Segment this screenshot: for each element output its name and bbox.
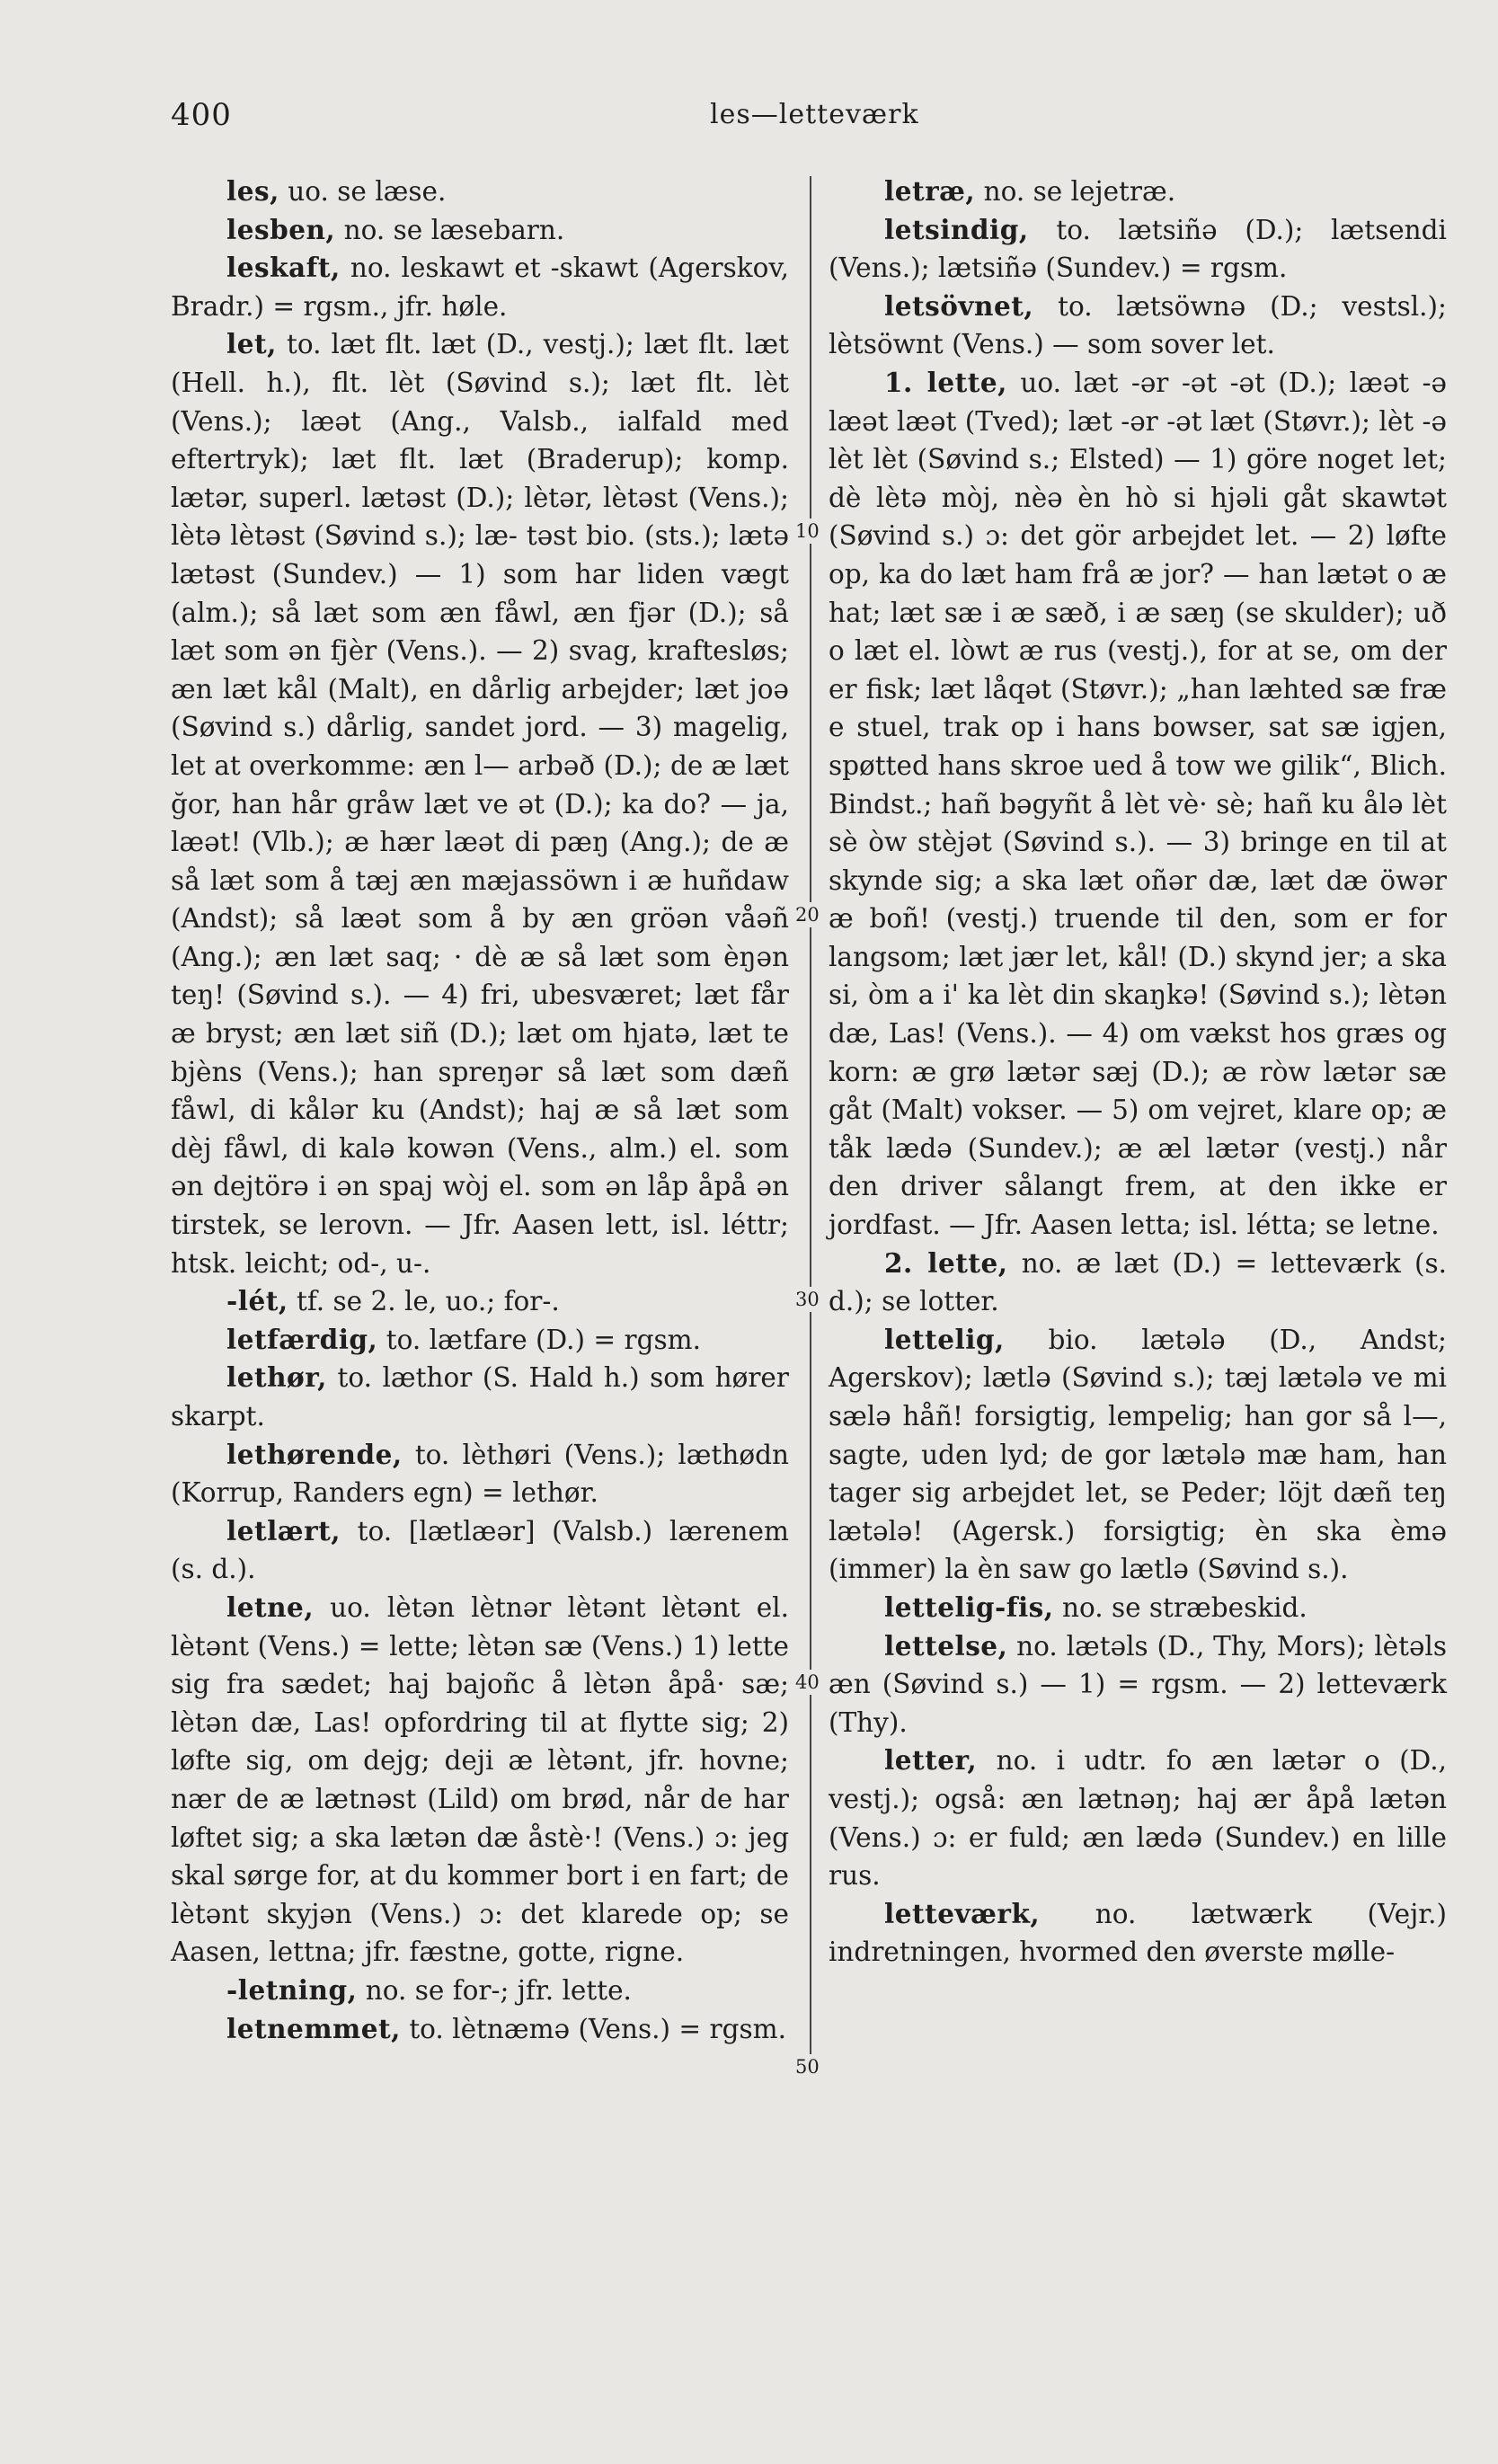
entry-definition: to. lætsiñə (D.); lætsendi (Vens.); lætsiñə (Sundev.) = rgsm. — [829, 214, 1447, 284]
entry-definition: no. lætəls (D., Thy, Mors); lètəls æn (Søvind s.) — 1) = rgsm. — 2) letteværk (Thy). — [829, 1630, 1447, 1738]
dictionary-entry — [829, 1627, 1447, 1742]
dictionary-entry — [171, 325, 789, 1282]
dictionary-entry — [171, 1589, 789, 1972]
entry-headword: letne, — [226, 1591, 315, 1623]
dictionary-entry — [829, 211, 1447, 288]
dictionary-entry — [829, 1589, 1447, 1627]
entry-definition: no. lætwærk (Vejr.) indretningen, hvormed den øverste mølle- — [829, 1898, 1447, 1968]
entry-headword: letsindig, — [884, 213, 1029, 245]
entry-headword: -letning, — [226, 1973, 358, 2006]
entry-headword: lesben, — [226, 213, 336, 245]
entry-definition: no. leskawt et -skawt (Agerskov, Bradr.) = rgsm., jfr. høle. — [171, 253, 789, 322]
dictionary-entry — [829, 1742, 1447, 1894]
entry-definition: to. lèthøri (Vens.); læthødn (Korrup, Randers egn) = lethør. — [171, 1439, 789, 1509]
dictionary-entry — [171, 2010, 789, 2049]
dictionary-entry — [171, 249, 789, 325]
entry-headword: lettelse, — [884, 1629, 1008, 1662]
entry-definition: uo. se læse. — [288, 176, 447, 207]
dictionary-entry — [171, 1972, 789, 2010]
column-divider — [810, 176, 811, 2072]
dictionary-entry — [829, 1321, 1447, 1589]
entry-headword: lettelig, — [884, 1323, 1005, 1355]
dictionary-entry — [171, 1512, 789, 1589]
left-column — [171, 173, 789, 2048]
entry-headword: letnemmet, — [226, 2012, 401, 2044]
entry-headword: let, — [226, 328, 277, 360]
entry-headword: lethørende, — [226, 1438, 403, 1470]
entry-headword: letfærdig, — [226, 1323, 378, 1355]
dictionary-entry — [829, 1895, 1447, 1972]
entry-definition: to. lètnæmə (Vens.) = rgsm. — [409, 2013, 786, 2044]
dictionary-entry — [829, 173, 1447, 211]
entry-headword: les, — [226, 175, 279, 207]
entry-headword: letsövnet, — [884, 289, 1034, 322]
entry-definition: to. lætsöwnə (D.; vestsl.); lètsöwnt (Vens.) — som sover let. — [829, 290, 1447, 360]
entry-headword: 1. lette, — [884, 366, 1007, 398]
entry-headword: lethør, — [226, 1361, 327, 1394]
entry-headword: lettelig-fis, — [884, 1591, 1054, 1623]
dictionary-entry — [171, 1321, 789, 1360]
line-number: 10 — [795, 520, 820, 542]
dictionary-entry — [171, 173, 789, 211]
dictionary-entry — [829, 364, 1447, 1245]
entry-definition: no. se lejetræ. — [983, 176, 1176, 207]
entry-definition: to. læt flt. læt (D., vestj.); læt flt. læt (Hell. h.), flt. lèt (Søvind s.); læt flt. lèt (Vens.); læət (Ang., Valsb., ialfald med eftertryk); læt flt. læt (Braderup); komp. lætər, superl. lætəst (D.); lètər, lètəst (Vens.); lètə lètəst (Søvind s.); læ- təst bio. (sts.); lætə lætəst (Sundev.) — 1) som har liden vægt (alm.); så læt som æn fåwl, æn fjər (D.); så læt som ən fjèr (Vens.). — 2) svag, kraftesløs; æn læt kål (Malt), en dårlig arbejder; læt joə (Søvind s.) dårlig, sandet jord. — 3) magelig, let at overkomme: æn l— arbəð (D.); de æ læt ğor, han hår gråw læt ve ət (D.); ka do? — ja, læət! (Vlb.); æ hær læət di pæŋ (Ang.); de æ så læt som å tæj æn mæjassöwn i æ huñdaw (Andst); så læət som å by æn gröən våəñ (Ang.); æn læt saq; · dè æ så læt som èŋən teŋ! (Søvind s.). — 4) fri, ubesværet; læt får æ bryst; æn læt siñ (D.); læt om hjatə, læt te bjèns (Vens.); han spreŋər så læt som dæñ fåwl, di kålər ku (Andst); haj æ så læt som dèj fåwl, di kalə kowən (Vens., alm.) el. som ən dejtörə i ən spaj wòj el. som ən låp åpå ən tirstek, se lerovn. — Jfr. Aasen lett, isl. léttr; htsk. leicht; od-, u-. — [171, 329, 789, 1279]
dictionary-entry — [171, 1359, 789, 1435]
entry-definition: to. læthor (S. Hald h.) som hører skarpt. — [171, 1362, 789, 1431]
entry-definition: no. æ læt (D.) = letteværk (s. d.); se lotter. — [829, 1247, 1447, 1317]
entry-definition: no. se for-; jfr. lette. — [365, 1974, 632, 2006]
line-number: 20 — [795, 904, 820, 926]
right-column — [829, 173, 1447, 1972]
dictionary-entry — [171, 211, 789, 250]
running-head: les—letteværk — [710, 99, 919, 130]
entry-definition: no. se læsebarn. — [343, 214, 565, 245]
line-number: 50 — [795, 2056, 820, 2078]
entry-definition: bio. lætələ (D., Andst; Agerskov); lætlə (Søvind s.); tæj lætələ ve mi sælə håñ! forsigtig, lempelig; han gor så l—, sagte, uden lyd; de gor lætələ mæ ham, han tager sig arbejdet let, se Peder; löjt dæñ teŋ lætələ! (Agersk.) forsigtig; èn ska èmə (immer) la èn saw go lætlə (Søvind s.). — [829, 1324, 1447, 1585]
entry-definition: tf. se 2. le, uo.; for-. — [297, 1286, 560, 1317]
page-number: 400 — [171, 97, 232, 133]
entry-headword: leskaft, — [226, 252, 341, 284]
entry-headword: -lét, — [226, 1285, 288, 1317]
entry-headword: letter, — [884, 1744, 978, 1777]
entry-headword: letræ, — [884, 175, 976, 207]
entry-definition: no. i udtr. fo æn lætər o (D., vestj.); også: æn lætnəŋ; haj ær åpå lætən (Vens.) ɔ: er fuld; æn lædə (Sundev.) en lille rus. — [829, 1745, 1447, 1892]
entry-definition: to. lætfare (D.) = rgsm. — [386, 1324, 701, 1355]
entry-headword: letlært, — [226, 1514, 341, 1547]
entry-definition: uo. lètən lètnər lètənt lètənt el. lètənt (Vens.) = lette; lètən sæ (Vens.) 1) lette sig fra sædet; haj bajoñc å lètən åpå· sæ; lètən dæ, Las! opfordring til at flytte sig; 2) løfte sig, om dejg; deji æ lètənt, jfr. hovne; nær de æ lætnəst (Lild) om brød, når de har løftet sig; a ska lætən dæ åstè·! (Vens.) ɔ: jeg skal sørge for, at du kommer bort i en fart; de lètənt skyjən (Vens.) ɔ: det klarede op; se Aasen, lettna; jfr. fæstne, gotte, rigne. — [171, 1591, 789, 1968]
entry-definition: no. se stræbeskid. — [1061, 1591, 1307, 1623]
entry-headword: letteværk, — [884, 1897, 1041, 1929]
dictionary-entry — [171, 1436, 789, 1512]
dictionary-entry — [829, 288, 1447, 364]
entry-definition: uo. læt -ər -ət -ət (D.); læət -ə læət læət (Tved); læt -ər -ət læt (Støvr.); lèt -ə lèt lèt (Søvind s.; Elsted) — 1) göre noget let; dè lètə mòj, nèə èn hò si hjəli gåt skawtət (Søvind s.) ɔ: det gör arbejdet let. — 2) løfte op, ka do læt ham frå æ jor? — han lætət o æ hat; læt sæ i æ sæð, i æ sæŋ (se skulder); uð o læt el. lòwt æ rus (vestj.), for at se, om der er fisk; læt låqət (Støvr.); „han læhted sæ fræ e stuel, trak op i hans bowser, sat sæ igjen, spøtted hans skroe ued å tow we gilik“, Blich. Bindst.; hañ bəgyñt å lèt vè· sè; hañ ku ålə lèt sè òw stèjət (Søvind s.). — 3) bringe en til at skynde sig; a ska læt oñər dæ, læt dæ öwər æ boñ! (vestj.) truende til den, som er for langsom; læt jær let, kål! (D.) skynd jer; a ska si, òm a i' ka lèt din skaŋkə! (Søvind s.); lètən dæ, Las! (Vens.). — 4) om vækst hos græs og korn: æ grø lætər sæj (D.); æ ròw lætər sæ gåt (Malt) vokser. — 5) om vejret, klare op; æ tåk lædə (Sundev.); æ æl lætər (vestj.) når den driver sålangt frem, at den ikke er jordfast. — Jfr. Aasen letta; isl. létta; se letne. — [829, 367, 1447, 1241]
entry-definition: to. [lætlæər] (Valsb.) lærenem (s. d.). — [171, 1515, 789, 1585]
line-number: 30 — [795, 1289, 820, 1310]
dictionary-entry — [829, 1245, 1447, 1321]
line-number: 40 — [795, 1671, 820, 1693]
dictionary-entry — [171, 1282, 789, 1321]
entry-headword: 2. lette, — [884, 1246, 1008, 1279]
